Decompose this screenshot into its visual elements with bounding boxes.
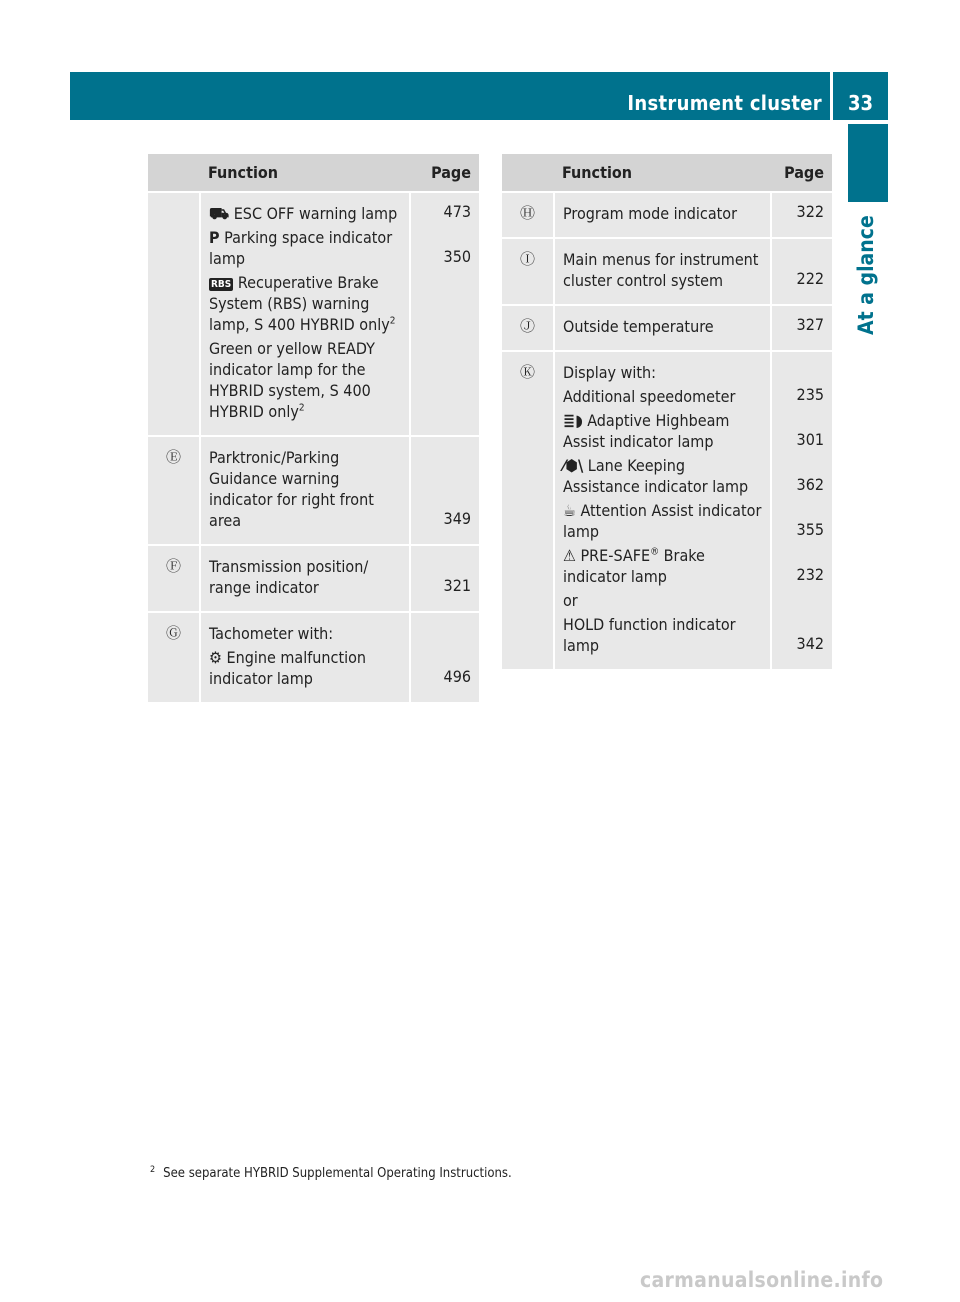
function-cell [554,238,771,305]
function-text-block [209,227,403,269]
function-cell [554,351,771,669]
table-row [502,238,832,305]
item-number: Ⓘ [502,238,554,305]
function-text-block [563,455,764,497]
function-text: Additional speedometer [563,387,736,406]
page-ref: 355 [796,520,824,539]
function-text-block [563,203,764,224]
function-text-block [563,362,764,383]
function-entry [209,227,403,269]
item-number [148,192,200,436]
function-text: Transmission position/ range indicator [209,557,369,597]
page-cell [771,192,832,238]
function-text: Lane Keeping Assistance indicator lamp [563,456,749,496]
function-text: Display with: [563,363,657,382]
function-text: Adaptive Highbeam Assist indicator lamp [563,411,730,451]
function-text-block [563,545,764,587]
function-entry [209,203,403,224]
item-number: Ⓕ [148,545,200,612]
page-ref: 322 [796,202,824,221]
page-ref: 232 [796,565,824,584]
function-text: or [563,591,578,610]
page-ref: 342 [796,634,824,653]
footnote-ref: 2 [298,402,305,414]
item-number: Ⓔ [148,436,200,545]
side-tab [848,124,888,202]
page-ref: 301 [796,430,824,449]
function-text-block [209,203,403,224]
page-header: Page [771,154,832,192]
item-number: Ⓗ [502,192,554,238]
function-entry [209,338,403,422]
table-row [148,545,479,612]
table-row [148,436,479,545]
function-text-cont: Brake indicator lamp [563,546,705,586]
function-text: Main menus for instrument cluster control system [563,250,759,290]
attention-assist-icon: ☕ [563,501,576,520]
esc-off-icon: ⛟ [209,204,230,223]
highbeam-icon: ≣◗ [563,411,583,430]
function-text: Parking space indicator lamp [209,228,393,268]
footnote-mark: 2 [150,1164,156,1175]
page-cell [410,612,479,702]
function-text-block [563,316,764,337]
section-title: Instrument cluster [627,91,822,115]
function-text-block [563,386,764,407]
item-number: Ⓖ [148,612,200,702]
function-header: Function [200,154,410,192]
function-header: Function [554,154,771,192]
footnote-text: See separate HYBRID Supplemental Operating Instructions. [163,1166,512,1181]
page-cell [771,238,832,305]
function-entry [563,500,764,542]
function-text-block [209,272,403,335]
page-ref: 350 [443,247,471,266]
table-header-row [502,154,832,192]
function-text-block [209,338,403,422]
page-cell [410,436,479,545]
page-ref: 473 [443,202,471,221]
function-entry [209,447,403,531]
page-header: Page [410,154,479,192]
function-entry [563,545,764,587]
table-row [148,192,479,436]
function-entry [563,410,764,452]
function-entry [563,455,764,497]
page-ref: 362 [796,475,824,494]
function-text: Engine malfunction indicator lamp [209,648,367,688]
function-text: Recuperative Brake System (RBS) warning lamp, S 400 HYBRID only [209,273,390,334]
function-text-block [563,590,764,611]
function-entry [209,272,403,335]
footnote [150,1166,512,1181]
function-entry [563,590,764,611]
function-text: Tachometer with: [209,624,334,643]
lane-keeping-icon: ⁄⬢\ [563,456,584,475]
left-function-table [148,154,479,702]
function-text: Green or yellow READY indicator lamp for the HYBRID system, S 400 HYBRID only [209,339,375,421]
item-number: Ⓙ [502,305,554,351]
function-text-block [209,556,403,598]
function-cell [554,192,771,238]
function-cell [200,436,410,545]
parking-space-icon: P [209,228,220,247]
function-cell [200,545,410,612]
page-ref: 321 [443,576,471,595]
footnote-ref: 2 [389,315,396,327]
pre-safe-icon: ⚠ [563,546,576,565]
table-row [502,351,832,669]
function-text-block [563,500,764,542]
function-text: Parktronic/Parking Guidance warning indicator for right front area [209,448,374,530]
function-entry [209,623,403,644]
registered-mark: ® [650,546,660,558]
table-header-row [148,154,479,192]
function-entry [563,316,764,337]
function-entry [209,647,403,689]
function-text: ESC OFF warning lamp [229,204,398,223]
function-text: Program mode indicator [563,204,737,223]
watermark: carmanualsonline.info [640,1268,884,1292]
function-text: PRE-SAFE [575,546,651,565]
function-cell [200,192,410,436]
page-ref: 349 [443,509,471,528]
function-text: Attention Assist indicator lamp [563,501,762,541]
function-text-block [563,249,764,291]
function-cell [554,305,771,351]
right-function-table [502,154,832,669]
table-row [148,612,479,702]
function-text-block [209,647,403,689]
page-number: 33 [833,72,888,120]
num-header [502,154,554,192]
function-entry [563,249,764,291]
page-cell [771,351,832,669]
page-ref: 235 [796,385,824,404]
function-text-block [563,410,764,452]
side-label: At a glance [854,215,878,335]
rbs-icon: RBS [211,279,232,290]
table-row [502,305,832,351]
table-row [502,192,832,238]
function-text: HOLD function indicator lamp [563,615,736,655]
function-cell [200,612,410,702]
function-entry [563,362,764,383]
function-text-block [209,623,403,644]
page-ref: 496 [443,667,471,686]
item-number: Ⓚ [502,351,554,669]
function-entry [563,203,764,224]
page-ref: 222 [796,269,824,288]
engine-icon: ⚙ [209,648,222,667]
function-text: Outside temperature [563,317,714,336]
page-cell [410,545,479,612]
function-entry [209,556,403,598]
function-text-block [209,447,403,531]
page-cell [410,192,479,436]
num-header [148,154,200,192]
function-text-block [563,614,764,656]
page-cell [771,305,832,351]
function-entry [563,386,764,407]
function-entry [563,614,764,656]
page-ref: 327 [796,315,824,334]
